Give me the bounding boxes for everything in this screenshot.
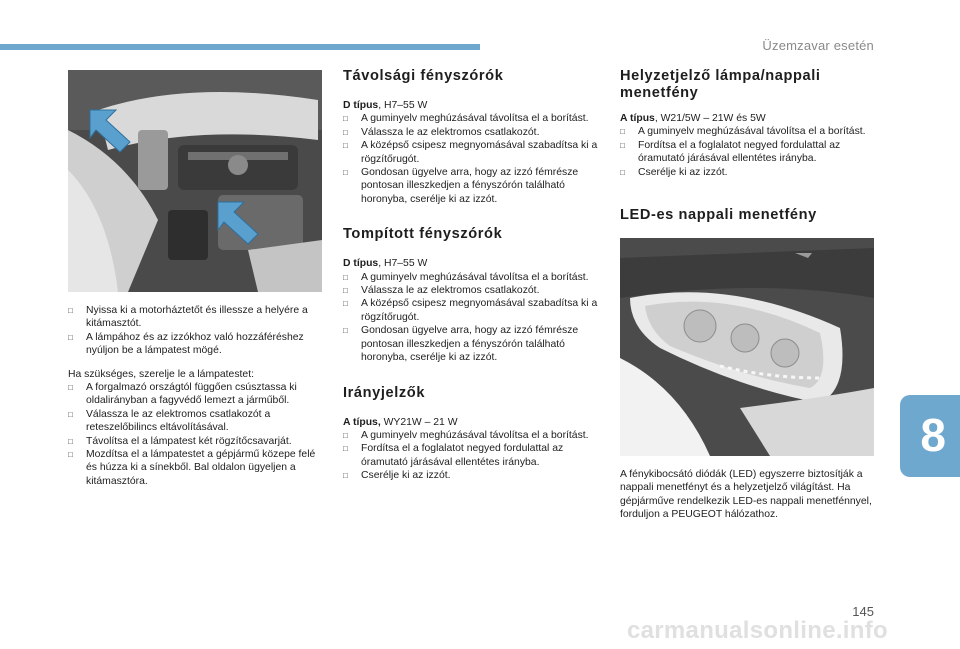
list-item: □ Gondosan ügyelve arra, hogy az izzó fémrésze pontosan illeszkedjen a fényszórón található horonyba, cserélje ki az izzót. bbox=[343, 166, 601, 206]
list-item: □ Válassza le az elektromos csatlakozót. bbox=[343, 284, 601, 297]
indicator-steps bbox=[343, 429, 601, 483]
list-item: □ A középső csipesz megnyomásával szabadítsa ki a rögzítőrugót. bbox=[343, 139, 601, 166]
list-item: □ A guminyelv meghúzásával távolítsa el a borítást. bbox=[620, 125, 876, 138]
low-beam-steps bbox=[343, 271, 601, 365]
list-item: □ A guminyelv meghúzásával távolítsa el a borítást. bbox=[343, 429, 601, 442]
section-heading-position-lamp: Helyzetjelző lámpa/nappali menetfény bbox=[620, 68, 821, 101]
chapter-number: 8 bbox=[920, 409, 946, 461]
engine-bay-illustration bbox=[68, 70, 322, 292]
list-item: □ Fordítsa el a foglalatot negyed fordulattal az óramutató járásával ellentétes irányba. bbox=[343, 442, 601, 469]
bulb-spec: A típus, W21/5W – 21W és 5W bbox=[620, 113, 766, 124]
removal-steps-list bbox=[68, 381, 326, 488]
section-title: Üzemzavar esetén bbox=[762, 38, 874, 53]
watermark: carmanualsonline.info bbox=[626, 617, 888, 644]
list-item: □ Cserélje ki az izzót. bbox=[343, 469, 601, 482]
page-number: 145 bbox=[852, 604, 874, 619]
list-item: □ Nyissa ki a motorháztetőt és illessze a helyére a kitámasztót. bbox=[68, 304, 326, 331]
list-item: □ Távolítsa el a lámpatest két rögzítőcsavarját. bbox=[68, 435, 326, 448]
led-description: A fénykibocsátó diódák (LED) egyszerre biztosítják a nappali menetfényt és a helyzetjelző világítást. Ha gépjárműve rendelkezik LED-es nappali menetfénnyel, forduljon a PEUGEOT hálózathoz. bbox=[620, 469, 872, 521]
list-item: □ A középső csipesz megnyomásával szabadítsa ki a rögzítőrugót. bbox=[343, 297, 601, 324]
prep-steps-list bbox=[68, 304, 326, 358]
column-left bbox=[68, 70, 326, 488]
position-lamp-steps bbox=[620, 125, 876, 179]
intro-text: Ha szükséges, szerelje le a lámpatestet: bbox=[68, 368, 254, 380]
list-item: □ Cserélje ki az izzót. bbox=[620, 166, 876, 179]
list-item: □ Mozdítsa el a lámpatestet a gépjármű közepe felé és húzza ki a sínekből. Bal oldalon ügyeljen a kitámasztóra. bbox=[68, 448, 326, 488]
list-item: □ Válassza le az elektromos csatlakozót. bbox=[343, 126, 601, 139]
list-item: □ A guminyelv meghúzásával távolítsa el a borítást. bbox=[343, 271, 601, 284]
column-right bbox=[620, 68, 876, 522]
led-headlamp-illustration bbox=[620, 238, 874, 456]
section-heading-high-beam: Távolsági fényszórók bbox=[343, 68, 504, 84]
list-item: □ A guminyelv meghúzásával távolítsa el a borítást. bbox=[343, 112, 601, 125]
header-accent-bar bbox=[0, 44, 480, 50]
list-item: □ Fordítsa el a foglalatot negyed fordulattal az óramutató járásával ellentétes irányba. bbox=[620, 139, 876, 166]
list-item: □ Gondosan ügyelve arra, hogy az izzó fémrésze pontosan illeszkedjen a fényszórón található horonyba, cserélje ki az izzót. bbox=[343, 324, 601, 364]
section-heading-led-drl: LED-es nappali menetfény bbox=[620, 207, 817, 224]
section-heading-low-beam: Tompított fényszórók bbox=[343, 226, 503, 243]
bulb-spec: A típus, WY21W – 21 W bbox=[343, 416, 458, 428]
bulb-spec: D típus, H7–55 W bbox=[343, 258, 428, 270]
column-middle bbox=[343, 68, 601, 483]
high-beam-steps bbox=[343, 112, 601, 206]
section-heading-indicators: Irányjelzők bbox=[343, 384, 426, 401]
list-item: □ Válassza le az elektromos csatlakozót a reteszelőbilincs eltávolításával. bbox=[68, 408, 326, 435]
list-item: □ A lámpához és az izzókhoz való hozzáféréshez nyúljon be a lámpatest mögé. bbox=[68, 331, 326, 358]
bulb-spec: D típus, H7–55 W bbox=[343, 100, 428, 111]
list-item: □ A forgalmazó országtól függően csúsztassa ki oldalirányban a fagyvédő lemezt a járműből. bbox=[68, 381, 326, 408]
